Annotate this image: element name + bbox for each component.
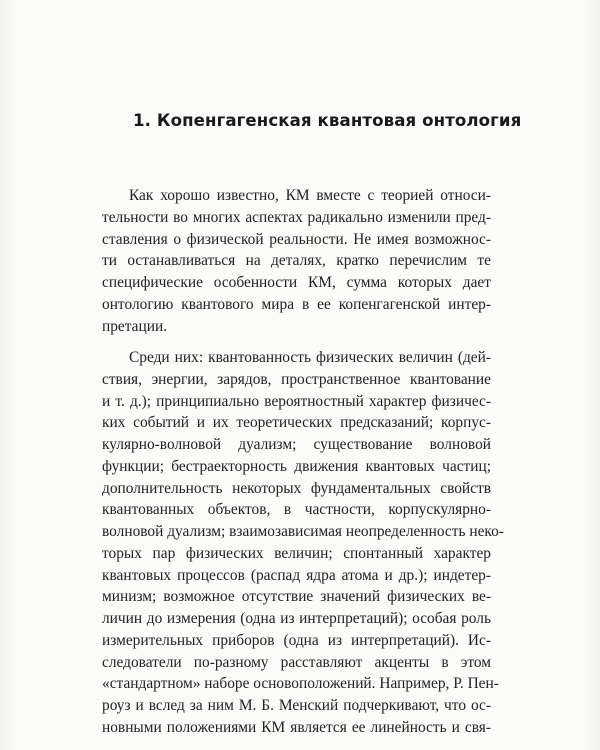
text-line: ствия, энергии, зарядов, пространственное квантование [102, 370, 491, 388]
text-line: ких событий и их теоретических предсказаний; корпус- [102, 414, 491, 432]
text-line: дополнительность некоторых фундаментальных свойств [102, 479, 491, 497]
chapter-heading: 1. Копенгагенская квантовая онтология [133, 111, 522, 130]
text-line: новными положениями КМ является ее линейность и свя- [102, 718, 491, 736]
text-line: Среди них: квантованность физических величин (дей- [129, 349, 491, 366]
text-line: волновой дуализм; взаимозависимая неопределенность неко- [102, 523, 504, 540]
text-line: ставления о физической реальности. Не имея возможнос- [102, 230, 491, 248]
text-line: тельности во многих аспектах радикально изменили пред- [102, 208, 491, 226]
text-line: следователи по-разному расставляют акценты в этом [102, 653, 491, 671]
text-line: измерительных приборов (одна из интерпретаций). Ис- [102, 631, 491, 649]
text-line: Как хорошо известно, КМ вместе с теорией относи- [129, 187, 491, 204]
text-line: и т. д.); принципиально вероятностный характер физичес- [102, 392, 491, 410]
text-line: претации. [102, 317, 168, 335]
text-line: роуз и вслед за ним М. Б. Менский подчеркивают, что ос- [102, 697, 491, 714]
text-line: «стандартном» наборе основоположений. Например, Р. Пен- [102, 675, 499, 693]
text-line: торых пар физических величин; спонтанный характер [102, 544, 491, 562]
text-line: функции; беcтраекторность движения квантовых частиц; [102, 457, 491, 475]
text-line: личин до измерения (одна из интерпретаций); особая роль [102, 610, 491, 627]
text-line: квантовых процессов (распад ядра атома и др.); индетер- [102, 566, 491, 584]
text-line: онтологию квантового мира в ее копенгагенской интер- [102, 295, 491, 313]
text-line: кулярно-волновой дуализм; существование волновой [102, 436, 491, 453]
text-line: ти останавливаться на деталях, кратко перечислим те [102, 252, 491, 270]
text-line: специфические особенности КМ, сумма которых дает [102, 274, 491, 291]
text-line: квантованных объектов, в частности, корпускулярно- [102, 501, 491, 519]
text-line: минизм; возможное отсутствие значений физических ве- [102, 588, 491, 606]
